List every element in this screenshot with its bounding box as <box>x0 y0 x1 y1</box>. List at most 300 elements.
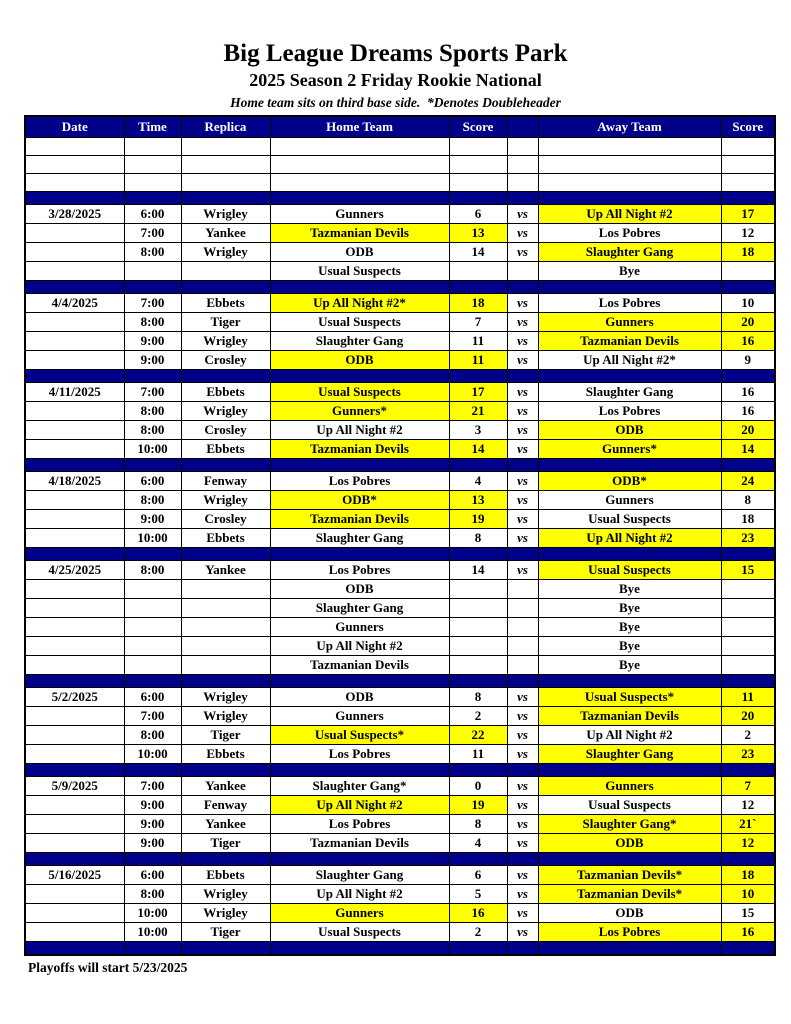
separator-cell <box>270 281 449 294</box>
separator-cell <box>507 281 538 294</box>
cell-time: 8:00 <box>124 402 181 421</box>
separator-cell <box>181 192 270 205</box>
cell-date <box>25 421 124 440</box>
separator-cell <box>507 192 538 205</box>
cell-away-team: Tazmanian Devils <box>538 707 721 726</box>
spacer-cell <box>181 156 270 174</box>
separator-cell <box>721 459 775 472</box>
cell-vs: vs <box>507 815 538 834</box>
cell-away-score: 18 <box>721 510 775 529</box>
separator-cell <box>538 281 721 294</box>
separator-cell <box>124 942 181 956</box>
cell-replica: Ebbets <box>181 529 270 548</box>
game-row <box>25 421 775 440</box>
cell-date: 4/11/2025 <box>25 383 124 402</box>
cell-time: 8:00 <box>124 885 181 904</box>
cell-replica: Ebbets <box>181 866 270 885</box>
game-row <box>25 637 775 656</box>
separator-cell <box>25 764 124 777</box>
cell-vs <box>507 599 538 618</box>
cell-home-team: Up All Night #2 <box>270 421 449 440</box>
separator-cell <box>25 281 124 294</box>
cell-away-team: Bye <box>538 618 721 637</box>
cell-home-team: Los Pobres <box>270 472 449 491</box>
separator-cell <box>507 942 538 956</box>
spacer-cell <box>721 174 775 192</box>
cell-away-score: 12 <box>721 796 775 815</box>
cell-time: 7:00 <box>124 224 181 243</box>
separator-cell <box>181 281 270 294</box>
spacer-cell <box>538 138 721 156</box>
cell-date: 3/28/2025 <box>25 205 124 224</box>
cell-home-score: 11 <box>449 332 507 351</box>
spacer-cell <box>449 156 507 174</box>
cell-replica: Wrigley <box>181 402 270 421</box>
separator-cell <box>538 192 721 205</box>
separator-cell <box>124 370 181 383</box>
separator-cell <box>124 192 181 205</box>
cell-replica: Tiger <box>181 923 270 942</box>
spacer-cell <box>124 156 181 174</box>
separator-cell <box>721 281 775 294</box>
cell-vs: vs <box>507 383 538 402</box>
cell-away-team: Los Pobres <box>538 294 721 313</box>
separator-row <box>25 675 775 688</box>
cell-replica: Wrigley <box>181 904 270 923</box>
cell-replica <box>181 618 270 637</box>
cell-time: 7:00 <box>124 777 181 796</box>
cell-time: 10:00 <box>124 440 181 459</box>
separator-cell <box>181 370 270 383</box>
cell-time: 9:00 <box>124 815 181 834</box>
schedule-table <box>24 115 776 956</box>
spacer-row <box>25 156 775 174</box>
cell-vs: vs <box>507 796 538 815</box>
cell-home-team: Gunners <box>270 904 449 923</box>
cell-replica <box>181 262 270 281</box>
separator-cell <box>507 675 538 688</box>
cell-home-team: Slaughter Gang <box>270 599 449 618</box>
cell-away-score: 16 <box>721 923 775 942</box>
cell-vs: vs <box>507 688 538 707</box>
cell-home-score: 8 <box>449 815 507 834</box>
cell-date <box>25 224 124 243</box>
cell-vs <box>507 262 538 281</box>
cell-replica: Wrigley <box>181 885 270 904</box>
separator-cell <box>538 459 721 472</box>
cell-away-score: 20 <box>721 707 775 726</box>
cell-replica: Crosley <box>181 510 270 529</box>
separator-cell <box>449 942 507 956</box>
cell-home-score <box>449 656 507 675</box>
cell-away-score: 12 <box>721 834 775 853</box>
cell-away-score: 15 <box>721 904 775 923</box>
game-row <box>25 796 775 815</box>
cell-time: 9:00 <box>124 351 181 370</box>
cell-replica: Yankee <box>181 777 270 796</box>
separator-row <box>25 942 775 956</box>
cell-away-score: 18 <box>721 243 775 262</box>
cell-away-team: Usual Suspects <box>538 510 721 529</box>
game-row <box>25 726 775 745</box>
game-row <box>25 904 775 923</box>
cell-home-score: 11 <box>449 745 507 764</box>
cell-date <box>25 745 124 764</box>
cell-home-team: ODB <box>270 243 449 262</box>
separator-cell <box>270 675 449 688</box>
cell-replica: Ebbets <box>181 745 270 764</box>
cell-date <box>25 815 124 834</box>
cell-time: 6:00 <box>124 472 181 491</box>
game-row <box>25 599 775 618</box>
cell-replica: Yankee <box>181 224 270 243</box>
cell-replica: Wrigley <box>181 707 270 726</box>
cell-home-score: 3 <box>449 421 507 440</box>
separator-cell <box>270 942 449 956</box>
separator-row <box>25 370 775 383</box>
cell-away-team: Tazmanian Devils* <box>538 866 721 885</box>
cell-home-team: ODB <box>270 351 449 370</box>
spacer-row <box>25 138 775 156</box>
cell-away-score: 20 <box>721 421 775 440</box>
game-row <box>25 332 775 351</box>
separator-row <box>25 853 775 866</box>
cell-date: 4/4/2025 <box>25 294 124 313</box>
game-row <box>25 745 775 764</box>
separator-cell <box>507 459 538 472</box>
cell-home-score: 17 <box>449 383 507 402</box>
cell-replica: Tiger <box>181 726 270 745</box>
separator-cell <box>507 370 538 383</box>
cell-away-team: Bye <box>538 262 721 281</box>
cell-vs <box>507 637 538 656</box>
separator-cell <box>25 548 124 561</box>
cell-away-team: Usual Suspects <box>538 561 721 580</box>
playoffs-note: Playoffs will start 5/23/2025 <box>28 960 188 975</box>
separator-cell <box>25 192 124 205</box>
game-row <box>25 294 775 313</box>
cell-vs <box>507 618 538 637</box>
cell-home-score <box>449 580 507 599</box>
cell-away-score <box>721 580 775 599</box>
cell-home-score: 14 <box>449 561 507 580</box>
cell-home-score: 0 <box>449 777 507 796</box>
cell-vs: vs <box>507 440 538 459</box>
cell-time: 7:00 <box>124 383 181 402</box>
cell-away-team: Gunners <box>538 313 721 332</box>
spacer-cell <box>270 156 449 174</box>
cell-time: 10:00 <box>124 529 181 548</box>
separator-cell <box>721 370 775 383</box>
cell-home-team: Slaughter Gang <box>270 332 449 351</box>
cell-home-team: Tazmanian Devils <box>270 224 449 243</box>
cell-vs: vs <box>507 313 538 332</box>
cell-replica: Wrigley <box>181 205 270 224</box>
cell-home-team: Usual Suspects <box>270 313 449 332</box>
cell-home-score: 7 <box>449 313 507 332</box>
cell-time: 10:00 <box>124 745 181 764</box>
cell-time: 8:00 <box>124 726 181 745</box>
cell-replica: Fenway <box>181 796 270 815</box>
cell-home-score: 16 <box>449 904 507 923</box>
cell-away-team: Gunners* <box>538 440 721 459</box>
cell-time: 9:00 <box>124 796 181 815</box>
cell-home-score: 19 <box>449 510 507 529</box>
cell-home-team: Tazmanian Devils <box>270 440 449 459</box>
game-row <box>25 440 775 459</box>
cell-away-team: Slaughter Gang <box>538 745 721 764</box>
separator-cell <box>449 370 507 383</box>
separator-cell <box>124 548 181 561</box>
game-row <box>25 224 775 243</box>
cell-replica: Ebbets <box>181 294 270 313</box>
cell-vs: vs <box>507 529 538 548</box>
cell-away-score: 24 <box>721 472 775 491</box>
table-header-row <box>25 116 775 138</box>
cell-time: 8:00 <box>124 421 181 440</box>
cell-date <box>25 510 124 529</box>
cell-replica: Wrigley <box>181 688 270 707</box>
legend-note: Home team sits on third base side. *Denotes Doubleheader <box>230 95 561 110</box>
game-row <box>25 262 775 281</box>
game-row <box>25 777 775 796</box>
cell-home-team: ODB* <box>270 491 449 510</box>
cell-replica: Tiger <box>181 313 270 332</box>
cell-date <box>25 262 124 281</box>
cell-replica: Wrigley <box>181 332 270 351</box>
cell-vs: vs <box>507 205 538 224</box>
separator-cell <box>181 942 270 956</box>
game-row <box>25 243 775 262</box>
cell-date <box>25 491 124 510</box>
separator-cell <box>25 942 124 956</box>
cell-vs <box>507 580 538 599</box>
cell-away-score: 11 <box>721 688 775 707</box>
spacer-cell <box>507 138 538 156</box>
cell-away-team: ODB <box>538 834 721 853</box>
cell-home-team: Los Pobres <box>270 745 449 764</box>
game-row <box>25 885 775 904</box>
cell-vs: vs <box>507 707 538 726</box>
cell-vs: vs <box>507 866 538 885</box>
cell-away-team: Tazmanian Devils* <box>538 885 721 904</box>
spacer-cell <box>25 174 124 192</box>
cell-away-score: 7 <box>721 777 775 796</box>
cell-away-score: 8 <box>721 491 775 510</box>
spacer-cell <box>270 174 449 192</box>
cell-vs: vs <box>507 834 538 853</box>
cell-home-team: Usual Suspects <box>270 923 449 942</box>
spacer-cell <box>449 174 507 192</box>
separator-cell <box>449 548 507 561</box>
cell-away-score: 17 <box>721 205 775 224</box>
spacer-cell <box>25 138 124 156</box>
cell-home-score: 11 <box>449 351 507 370</box>
cell-away-team: Gunners <box>538 777 721 796</box>
spacer-cell <box>181 174 270 192</box>
cell-vs: vs <box>507 351 538 370</box>
cell-away-score: 10 <box>721 885 775 904</box>
header-vs <box>507 116 538 138</box>
cell-time: 6:00 <box>124 205 181 224</box>
separator-cell <box>25 370 124 383</box>
cell-home-team: Slaughter Gang <box>270 866 449 885</box>
cell-home-score <box>449 599 507 618</box>
spacer-cell <box>721 138 775 156</box>
cell-home-score: 8 <box>449 688 507 707</box>
cell-replica: Wrigley <box>181 243 270 262</box>
separator-cell <box>270 853 449 866</box>
cell-date <box>25 726 124 745</box>
separator-row <box>25 548 775 561</box>
cell-home-team: Gunners <box>270 205 449 224</box>
separator-cell <box>721 548 775 561</box>
separator-cell <box>449 853 507 866</box>
cell-time: 8:00 <box>124 561 181 580</box>
separator-cell <box>721 942 775 956</box>
cell-away-team: Los Pobres <box>538 923 721 942</box>
cell-home-score: 4 <box>449 472 507 491</box>
cell-home-score: 8 <box>449 529 507 548</box>
cell-home-team: Slaughter Gang <box>270 529 449 548</box>
cell-home-score <box>449 618 507 637</box>
separator-cell <box>124 675 181 688</box>
spacer-cell <box>25 156 124 174</box>
game-row <box>25 815 775 834</box>
cell-vs: vs <box>507 224 538 243</box>
separator-cell <box>181 548 270 561</box>
cell-replica: Fenway <box>181 472 270 491</box>
cell-home-score: 19 <box>449 796 507 815</box>
cell-away-score: 10 <box>721 294 775 313</box>
separator-cell <box>721 675 775 688</box>
cell-away-team: Usual Suspects <box>538 796 721 815</box>
cell-time <box>124 637 181 656</box>
separator-cell <box>507 853 538 866</box>
cell-vs: vs <box>507 491 538 510</box>
cell-date <box>25 923 124 942</box>
cell-home-score: 22 <box>449 726 507 745</box>
separator-cell <box>721 853 775 866</box>
cell-away-team: Los Pobres <box>538 402 721 421</box>
cell-away-team: Bye <box>538 580 721 599</box>
spacer-cell <box>124 174 181 192</box>
game-row <box>25 866 775 885</box>
cell-home-team: Up All Night #2* <box>270 294 449 313</box>
cell-home-score: 4 <box>449 834 507 853</box>
cell-away-score: 15 <box>721 561 775 580</box>
cell-away-score: 21` <box>721 815 775 834</box>
cell-home-team: ODB <box>270 688 449 707</box>
cell-replica: Yankee <box>181 815 270 834</box>
cell-replica: Wrigley <box>181 491 270 510</box>
cell-vs: vs <box>507 421 538 440</box>
separator-cell <box>449 459 507 472</box>
cell-away-score <box>721 618 775 637</box>
cell-away-team: Up All Night #2 <box>538 205 721 224</box>
game-row <box>25 351 775 370</box>
cell-date <box>25 656 124 675</box>
cell-date <box>25 599 124 618</box>
cell-time <box>124 599 181 618</box>
cell-away-score: 12 <box>721 224 775 243</box>
cell-home-team: Gunners* <box>270 402 449 421</box>
separator-cell <box>124 459 181 472</box>
cell-away-team: Tazmanian Devils <box>538 332 721 351</box>
cell-away-team: Slaughter Gang* <box>538 815 721 834</box>
separator-cell <box>538 853 721 866</box>
cell-away-team: ODB* <box>538 472 721 491</box>
cell-date <box>25 834 124 853</box>
separator-cell <box>124 853 181 866</box>
separator-cell <box>270 370 449 383</box>
cell-date <box>25 351 124 370</box>
game-row <box>25 383 775 402</box>
separator-cell <box>25 459 124 472</box>
cell-date <box>25 580 124 599</box>
separator-cell <box>721 764 775 777</box>
cell-home-team: Los Pobres <box>270 561 449 580</box>
cell-home-team: Usual Suspects <box>270 262 449 281</box>
cell-home-team: Tazmanian Devils <box>270 656 449 675</box>
separator-row <box>25 764 775 777</box>
game-row <box>25 688 775 707</box>
game-row <box>25 205 775 224</box>
cell-home-score: 6 <box>449 866 507 885</box>
cell-time <box>124 618 181 637</box>
cell-vs: vs <box>507 332 538 351</box>
spacer-cell <box>270 138 449 156</box>
cell-away-team: Bye <box>538 637 721 656</box>
cell-date <box>25 796 124 815</box>
cell-time: 6:00 <box>124 866 181 885</box>
cell-date <box>25 707 124 726</box>
separator-cell <box>25 675 124 688</box>
cell-away-score: 16 <box>721 332 775 351</box>
cell-vs <box>507 656 538 675</box>
cell-time: 7:00 <box>124 707 181 726</box>
cell-replica <box>181 599 270 618</box>
cell-away-score <box>721 262 775 281</box>
cell-vs: vs <box>507 243 538 262</box>
separator-cell <box>538 370 721 383</box>
cell-away-score: 9 <box>721 351 775 370</box>
cell-away-team: Bye <box>538 599 721 618</box>
cell-time: 9:00 <box>124 510 181 529</box>
cell-replica <box>181 637 270 656</box>
cell-replica: Crosley <box>181 421 270 440</box>
separator-cell <box>449 675 507 688</box>
header-away-score: Score <box>721 116 775 138</box>
cell-home-score: 18 <box>449 294 507 313</box>
separator-row <box>25 459 775 472</box>
cell-vs: vs <box>507 294 538 313</box>
page-subtitle: 2025 Season 2 Friday Rookie National <box>249 70 542 90</box>
separator-row <box>25 281 775 294</box>
cell-away-score: 23 <box>721 745 775 764</box>
spacer-cell <box>181 138 270 156</box>
header-home-score: Score <box>449 116 507 138</box>
game-row <box>25 834 775 853</box>
separator-cell <box>270 459 449 472</box>
cell-away-score <box>721 599 775 618</box>
cell-away-score: 16 <box>721 402 775 421</box>
game-row <box>25 402 775 421</box>
cell-home-score: 14 <box>449 243 507 262</box>
game-row <box>25 472 775 491</box>
cell-replica <box>181 580 270 599</box>
separator-cell <box>449 192 507 205</box>
